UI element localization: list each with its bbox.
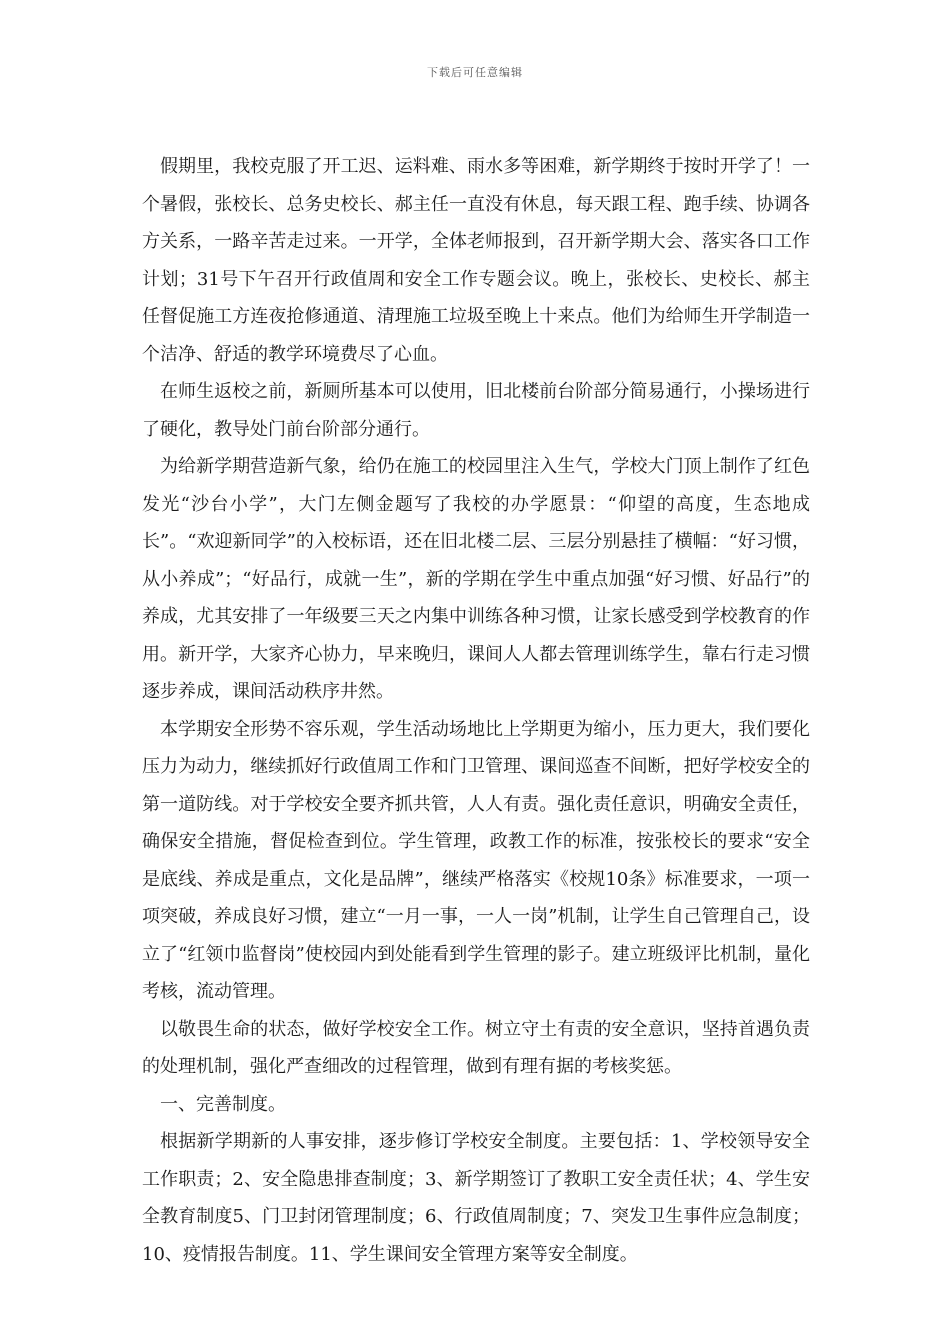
document-body [142, 148, 810, 1273]
paragraph-facilities: 在师生返校之前，新厕所基本可以使用，旧北楼前台阶部分简易通行，小操场进行了硬化，教导处门前台阶部分通行。 [142, 381, 810, 440]
paragraph-safety-situation: 本学期安全形势不容乐观，学生活动场地比上学期更为缩小，压力更大，我们要化压力为动力，继续抓好行政值周工作和门卫管理、课间巡查不间断，把好学校安全的第一道防线。对于学校安全要齐抓共管，人人有责。强化责任意识，明确安全责任，确保安全措施，督促检查到位。学生管理，政教工作的标准，按张校长的要求“安全是底线、养成是重点，文化是品牌”，继续严格落实《校规10条》标准要求，一项一项突破，养成良好习惯，建立“一月一事，一人一岗”机制，让学生自己管理自己，设立了“红领巾监督岗”使校园内到处能看到学生管理的影子。建立班级评比机制，量化考核，流动管理。 [142, 718, 810, 1002]
paragraph-new-atmosphere: 为给新学期营造新气象，给仍在施工的校园里注入生气，学校大门顶上制作了红色发光“沙台小学”，大门左侧金题写了我校的办学愿景：“仰望的高度，生态地成长”。“欢迎新同学”的入校标语，还在旧北楼二层、三层分别悬挂了横幅：“好习惯，从小养成”；“好品行，成就一生”，新的学期在学生中重点加强“好习惯、好品行”的养成，尤其安排了一年级要三天之内集中训练各种习惯，让家长感受到学校教育的作用。新开学，大家齐心协力，早来晚归，课间人人都去管理训练学生，靠右行走习惯逐步养成，课间活动秩序井然。 [142, 456, 810, 702]
section-heading-improve-system: 一、完善制度。 [160, 1093, 286, 1115]
paragraph-summer-work: 假期里，我校克服了开工迟、运料难、雨水多等困难，新学期终于按时开学了！一个暑假，张校长、总务史校长、郝主任一直没有休息，每天跟工程、跑手续、协调各方关系，一路辛苦走过来。一开学，全体老师报到，召开新学期大会、落实各口工作计划；31号下午召开行政值周和安全工作专题会议。晚上，张校长、史校长、郝主任督促施工方连夜抢修通道、清理施工垃圾至晚上十来点。他们为给师生开学制造一个洁净、舒适的教学环境费尽了心血。 [142, 156, 810, 365]
page-header: 下载后可任意编辑 [427, 66, 523, 79]
paragraph-safety-rules: 根据新学期新的人事安排，逐步修订学校安全制度。主要包括：1、学校领导安全工作职责；2、安全隐患排查制度；3、新学期签订了教职工安全责任状；4、学生安全教育制度5、门卫封闭管理制度；6、行政值周制度；7、突发卫生事件应急制度；10、疫情报告制度。11、学生课间安全管理方案等安全制度。 [142, 1131, 810, 1265]
paragraph-safety-attitude: 以敬畏生命的状态，做好学校安全工作。树立守土有责的安全意识，坚持首遇负责的处理机制，强化严查细改的过程管理，做到有理有据的考核奖惩。 [142, 1018, 810, 1077]
